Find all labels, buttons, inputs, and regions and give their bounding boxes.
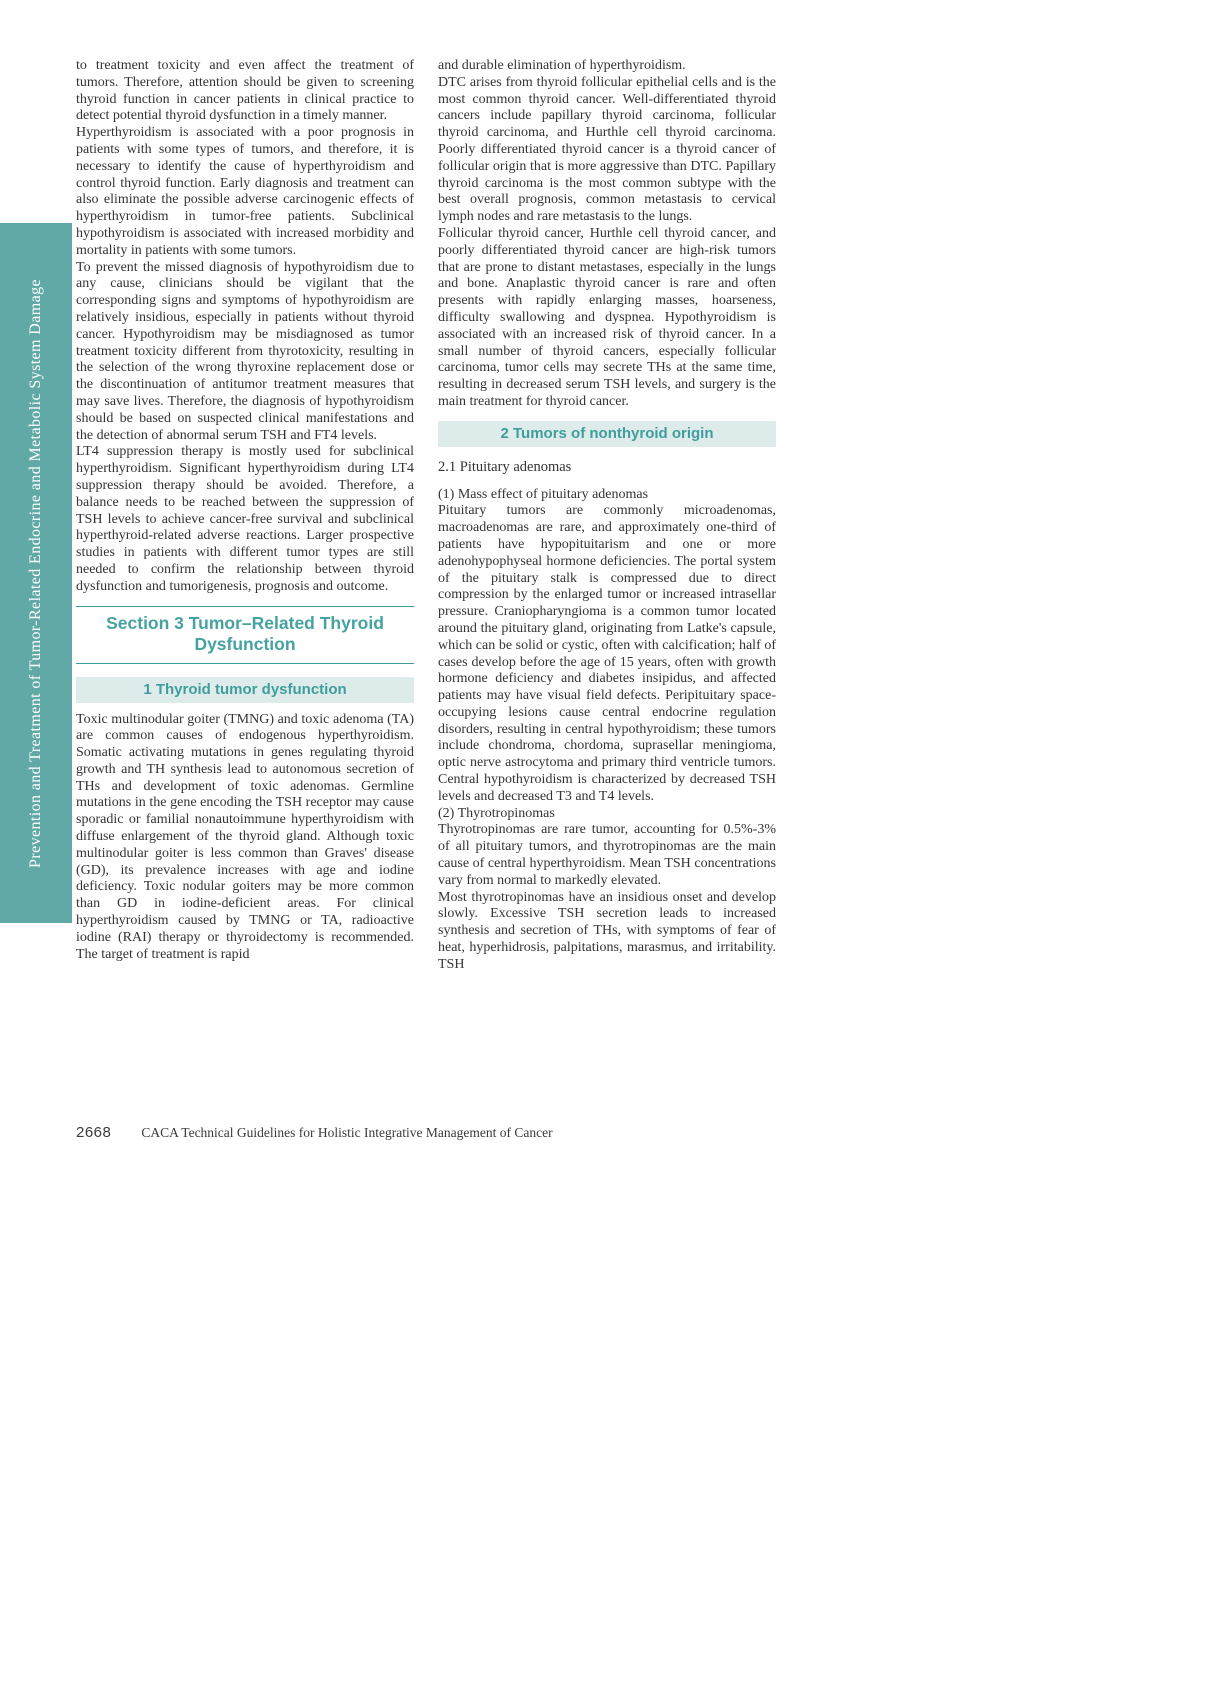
paragraph: Toxic multinodular goiter (TMNG) and toxic adenoma (TA) are common causes of endogenous hyperthyroidism. Somatic activating mutations in genes regulating thyroid growth and TH synthesis lead to autonomous secretion of THs and development of toxic adenomas. Germline mutations in the gene encoding the TSH receptor may cause sporadic or familial nonautoimmune hyperthyroidism with diffuse enlargement of the thyroid gland. Although toxic multinodular goiter is less common than Graves' disease (GD), its prevalence increases with age and iodine deficiency. Toxic nodular goiters may be more common than GD in iodine-deficient areas. For clinical hyperthyroidism caused by TMNG or TA, radioactive iodine (RAI) therapy or thyroidectomy is recommended. The target of treatment is rapid [76,711,414,962]
paragraph: Thyrotropinomas are rare tumor, accounting for 0.5%-3% of all pituitary tumors, and thyrotropinomas are the main cause of central hyperthyroidism. Mean TSH concentrations vary from normal to markedly elevated. [438,822,776,888]
section-heading: Section 3 Tumor–Related Thyroid Dysfunction [106,612,384,654]
footer-title: CACA Technical Guidelines for Holistic Integrative Management of Cancer [141,1125,553,1140]
paragraph: DTC arises from thyroid follicular epithelial cells and is the most common thyroid cancer. Well-differentiated thyroid cancers include papillary thyroid carcinoma, follicular thyroid carcinoma, and Hurthle cell thyroid carcinoma. Poorly differentiated thyroid cancer is a thyroid cancer of follicular origin that is more aggressive than DTC. Papillary thyroid carcinoma is the most common subtype with the best overall prognosis, common metastasis to cervical lymph nodes and rare metastasis to the lungs. [438,74,776,225]
paragraph: Most thyrotropinomas have an insidious onset and develop slowly. Excessive TSH secretion leads to increased synthesis and secretion of THs, with symptoms of fear of heat, hyperhidrosis, palpitations, marasmus, and irritability. TSH [438,889,776,972]
sidebar-banner-text: Prevention and Treatment of Tumor-Related Endocrine and Metabolic System Damage [27,278,44,868]
paragraph: Follicular thyroid cancer, Hurthle cell thyroid cancer, and poorly differentiated thyroid cancer are high-risk tumors that are prone to distant metastases, especially in the lungs and bone. Anaplastic thyroid cancer is rare and often presents with rapidly enlarging masses, hoarseness, difficulty swallowing and dyspnea. Hypothyroidism is associated with an increased risk of thyroid cancer. In a small number of thyroid cancers, especially follicular carcinoma, tumor cells may secrete THs at the same time, resulting in decreased serum TSH levels, and surgery is the main treatment for thyroid cancer. [438,225,776,409]
paragraph: To prevent the missed diagnosis of hypothyroidism due to any cause, clinicians should be vigilant that the corresponding signs and symptoms of hypothyroidism are relatively insidious, especially in patients without thyroid cancer. Hypothyroidism may be misdiagnosed as tumor treatment toxicity different from thyrotoxicity, resulting in the selection of the wrong thyroxine replacement dose or the discontinuation of antitumor treatment measures that may save lives. Therefore, the diagnosis of hypothyroidism should be based on suspected clinical manifestations and the detection of abnormal serum TSH and FT4 levels. [76,259,414,443]
subsection-heading-band-2 [438,421,776,447]
numbered-sub-heading: 2.1 Pituitary adenomas [438,458,572,475]
paragraph: Pituitary tumors are commonly microadenomas, macroadenomas are rare, and approximately one-third of patients have hypopituitarism and one or more adenohypophyseal hormone deficiencies. The portal system of the pituitary stalk is compressed due to direct compression by the enlarged tumor or increased intrasellar pressure. Craniopharyngioma is a common tumor located around the pituitary gland, originating from Latke's capsule, which can be solid or cystic, often with calcification; half of cases develop before the age of 15 years, often with growth hormone deficiency and diabetes insipidus, and affected patients may have visual field defects. Peripituitary space-occupying lesions cause central endocrine regulation disorders, resulting in central hypothyroidism; these tumors include chondroma, chordoma, suprasellar meningioma, optic nerve astrocytoma and primary third ventricle tumors. Central hypothyroidism is characterized by decreased TSH levels and decreased T3 and T4 levels. [438,503,776,804]
paragraph: and durable elimination of hyperthyroidism. [438,58,686,73]
subsection-heading-band-1 [76,677,414,703]
subsection-heading: 1 Thyroid tumor dysfunction [143,680,347,698]
paragraph: to treatment toxicity and even affect the treatment of tumors. Therefore, attention should be given to screening thyroid function in cancer patients in clinical practice to detect potential thyroid dysfunction in a timely manner. [76,58,414,124]
page-footer [76,1124,836,1142]
right-column [438,58,776,974]
item-heading: (1) Mass effect of pituitary adenomas [438,486,649,502]
sidebar-banner [0,223,72,923]
subsection-heading: 2 Tumors of nonthyroid origin [500,424,714,442]
left-column [76,58,414,963]
item-heading: (2) Thyrotropinomas [438,805,555,821]
section-heading-block [76,606,414,664]
paragraph: LT4 suppression therapy is mostly used for subclinical hyperthyroidism. Significant hyperthyroidism during LT4 suppression therapy should be avoided. Therefore, a balance needs to be reached between the suppression of TSH levels to achieve cancer-free survival and subclinical hyperthyroid-related adverse reactions. Larger prospective studies in patients with different tumor types are still needed to confirm the relationship between thyroid dysfunction and tumorigenesis, prognosis and outcome. [76,444,414,594]
paragraph: Hyperthyroidism is associated with a poor prognosis in patients with some types of tumors, and therefore, it is necessary to identify the cause of hyperthyroidism and control thyroid function. Early diagnosis and treatment can also eliminate the possible adverse carcinogenic effects of hyperthyroidism in tumor-free patients. Subclinical hypothyroidism is associated with increased morbidity and mortality in patients with some tumors. [76,125,414,258]
page-number: 2668 [76,1124,112,1141]
